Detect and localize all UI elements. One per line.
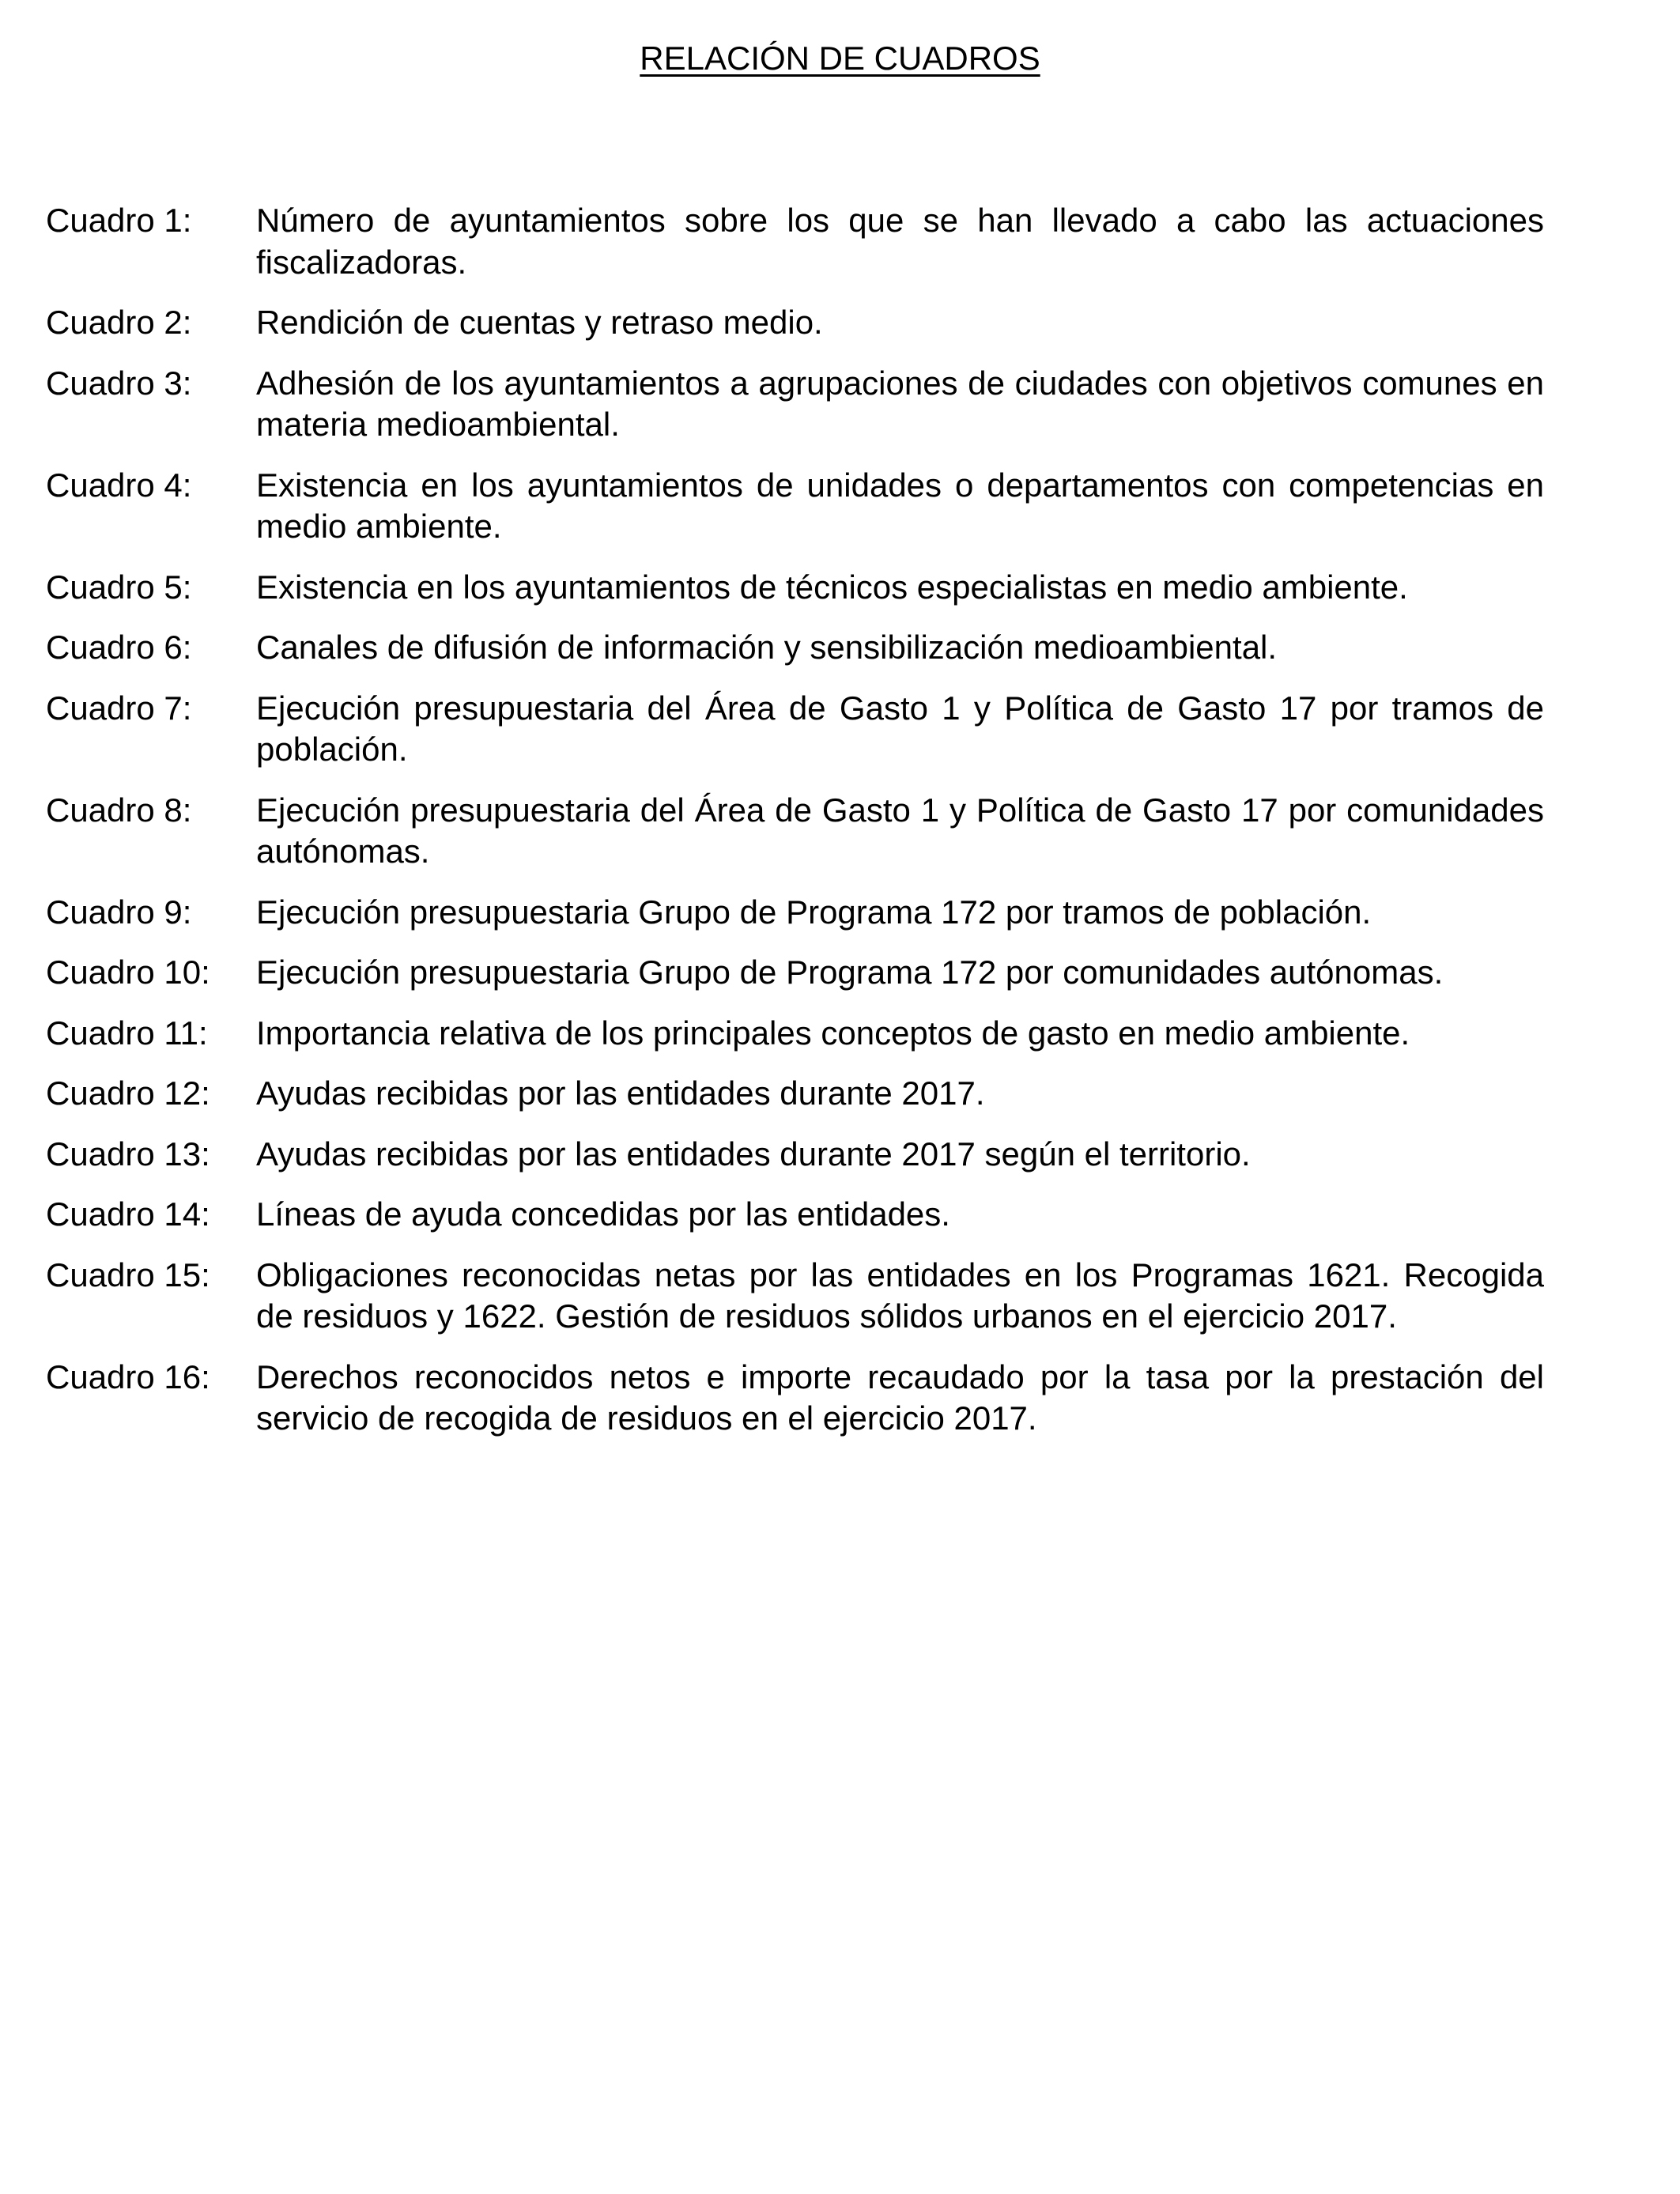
entry-text: Ejecución presupuestaria del Área de Gasto 1 y Política de Gasto 17 por tramos de población. [256, 689, 1544, 768]
entry-text: Ayudas recibidas por las entidades durante 2017. [256, 1074, 985, 1112]
entry-text: Número de ayuntamientos sobre los que se han llevado a cabo las actuaciones fiscalizadoras. [256, 202, 1544, 281]
entry-text: Canales de difusión de información y sensibilización medioambiental. [256, 629, 1278, 666]
list-item [46, 892, 1544, 934]
list-item [46, 1357, 1544, 1440]
entry-text: Existencia en los ayuntamientos de técnicos especialistas en medio ambiente. [256, 568, 1408, 606]
entry-label: Cuadro 5: [46, 568, 192, 606]
entry-label: Cuadro 11: [46, 1014, 208, 1052]
list-item [46, 1073, 1544, 1115]
entry-label: Cuadro 3: [46, 364, 192, 402]
list-item [46, 363, 1544, 446]
list-item [46, 688, 1544, 771]
entry-text: Obligaciones reconocidas netas por las entidades en los Programas 1621. Recogida de residuos y 1622. Gestión de residuos sólidos urbanos en el ejercicio 2017. [256, 1256, 1544, 1335]
entry-label: Cuadro 4: [46, 466, 192, 504]
list-item [46, 1013, 1544, 1055]
entry-label: Cuadro 16: [46, 1358, 210, 1395]
list-item [46, 567, 1544, 609]
list-item [46, 200, 1544, 283]
entry-text: Derechos reconocidos netos e importe recaudado por la tasa por la prestación del servicio de recogida de residuos en el ejercicio 2017. [256, 1358, 1544, 1437]
list-item [46, 790, 1544, 873]
entry-label: Cuadro 8: [46, 791, 192, 829]
list-item [46, 627, 1544, 669]
entry-text: Adhesión de los ayuntamientos a agrupaciones de ciudades con objetivos comunes en materia medioambiental. [256, 364, 1544, 443]
entry-label: Cuadro 13: [46, 1135, 210, 1173]
entry-text: Ayudas recibidas por las entidades durante 2017 según el territorio. [256, 1135, 1251, 1173]
entry-text: Ejecución presupuestaria del Área de Gasto 1 y Política de Gasto 17 por comunidades autónomas. [256, 791, 1544, 870]
entry-text: Importancia relativa de los principales conceptos de gasto en medio ambiente. [256, 1014, 1410, 1052]
entry-text: Líneas de ayuda concedidas por las entidades. [256, 1195, 950, 1233]
list-item [46, 302, 1544, 344]
entry-label: Cuadro 7: [46, 689, 192, 727]
page-title: RELACIÓN DE CUADROS [640, 40, 1040, 77]
entry-label: Cuadro 6: [46, 629, 192, 666]
list-item [46, 465, 1544, 548]
entry-text: Existencia en los ayuntamientos de unidades o departamentos con competencias en medio ambiente. [256, 466, 1544, 545]
entry-label: Cuadro 15: [46, 1256, 210, 1293]
list-item [46, 1134, 1544, 1176]
cuadros-list [46, 200, 1544, 1459]
entry-label: Cuadro 9: [46, 893, 192, 931]
entry-label: Cuadro 2: [46, 304, 192, 341]
list-item [46, 952, 1544, 994]
entry-label: Cuadro 1: [46, 202, 192, 239]
list-item [46, 1194, 1544, 1236]
entry-label: Cuadro 12: [46, 1074, 210, 1112]
entry-text: Ejecución presupuestaria Grupo de Programa 172 por comunidades autónomas. [256, 954, 1444, 991]
entry-text: Rendición de cuentas y retraso medio. [256, 304, 823, 341]
entry-label: Cuadro 10: [46, 954, 210, 991]
entry-label: Cuadro 14: [46, 1195, 210, 1233]
entry-text: Ejecución presupuestaria Grupo de Programa 172 por tramos de población. [256, 893, 1372, 931]
list-item [46, 1255, 1544, 1338]
